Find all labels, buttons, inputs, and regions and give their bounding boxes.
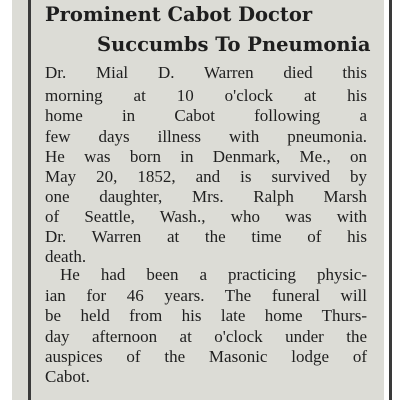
headline-line-2: Succumbs To Pneumonia bbox=[97, 33, 371, 56]
paragraph-1-line: of Seattle, Wash., who was with bbox=[45, 207, 367, 226]
paragraph-1-last-line: death. bbox=[45, 247, 87, 266]
column-rule-right bbox=[389, 0, 392, 400]
paragraph-2-line: He had been a practicing physic- bbox=[60, 265, 367, 284]
paragraph-1-line: May 20, 1852, and is survived by bbox=[45, 167, 367, 186]
paragraph-2-line: auspices of the Masonic lodge of bbox=[45, 347, 367, 366]
paragraph-1-line: Dr. Mial D. Warren died this bbox=[45, 63, 367, 82]
paragraph-2-line: ian for 46 years. The funeral will bbox=[45, 286, 367, 305]
paragraph-2-line: day afternoon at o'clock under the bbox=[45, 327, 367, 346]
paragraph-1-line: one daughter, Mrs. Ralph Marsh bbox=[45, 187, 367, 206]
paragraph-1-line: morning at 10 o'clock at his bbox=[45, 86, 367, 105]
column-rule-left bbox=[28, 0, 31, 400]
paragraph-2-line: be held from his late home Thurs- bbox=[45, 306, 367, 325]
paragraph-1-line: few days illness with pneumonia. bbox=[45, 127, 367, 146]
paragraph-1-line: He was born in Denmark, Me., on bbox=[45, 147, 367, 166]
paragraph-1-line: home in Cabot following a bbox=[45, 106, 367, 125]
paragraph-1-line: Dr. Warren at the time of his bbox=[45, 227, 367, 246]
headline-line-1: Prominent Cabot Doctor bbox=[45, 3, 313, 26]
paragraph-2-last-line: Cabot. bbox=[45, 367, 90, 386]
